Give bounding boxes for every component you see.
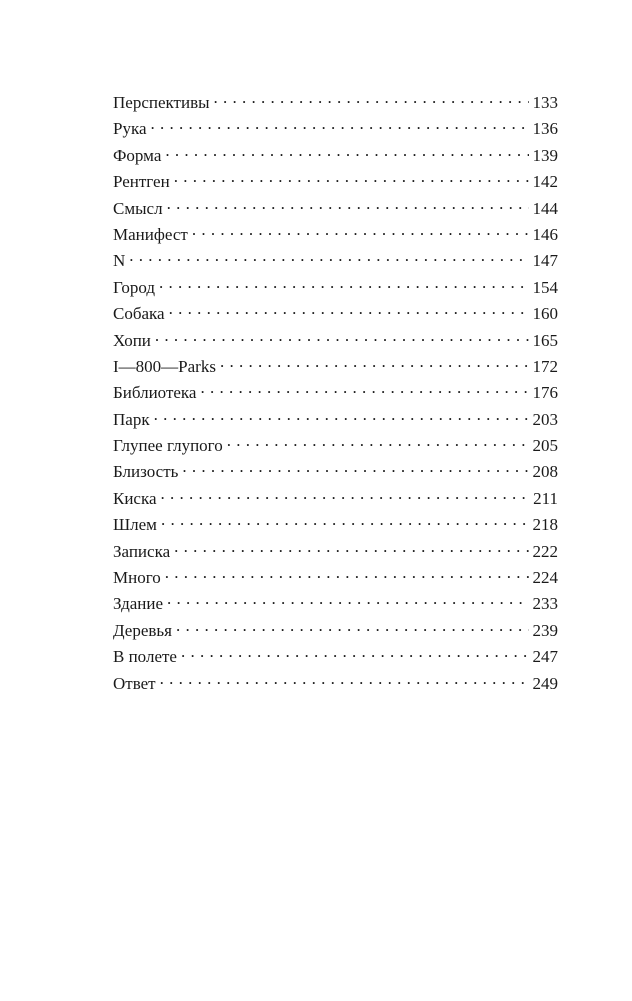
toc-entry-page: 154 <box>532 277 558 297</box>
toc-entry-title: Рука <box>113 119 147 139</box>
toc-entry-page: 165 <box>532 330 558 350</box>
toc-dot-leader <box>129 249 528 266</box>
toc-entry <box>113 672 558 698</box>
toc-entry-page: 233 <box>532 594 558 614</box>
toc-entry-page: 160 <box>532 304 558 324</box>
toc-entry-page: 144 <box>532 198 558 218</box>
toc-entry-title: I—800—Parks <box>113 356 216 376</box>
toc-entry-title: Город <box>113 277 155 297</box>
toc-entry <box>113 355 558 381</box>
toc-entry <box>113 513 558 539</box>
toc-entry-page: 147 <box>532 251 558 271</box>
toc-entry-title: Записка <box>113 541 171 561</box>
toc-dot-leader <box>155 329 529 346</box>
toc-dot-leader <box>167 592 528 609</box>
toc-entry-page: 139 <box>532 145 558 165</box>
toc-entry-page: 133 <box>532 93 558 112</box>
toc-entry-title: Парк <box>113 409 150 429</box>
toc-dot-leader <box>165 144 528 161</box>
toc-dot-leader <box>161 487 530 504</box>
toc-entry-title: Ответ <box>113 673 156 693</box>
toc-dot-leader <box>176 619 529 636</box>
toc-entry-title: Библиотека <box>113 383 197 403</box>
toc-entry <box>113 645 558 671</box>
toc-entry-title: Рентген <box>113 172 170 192</box>
toc-entry <box>113 117 558 143</box>
toc-entry <box>113 566 558 592</box>
toc-entry <box>113 381 558 407</box>
toc-entry <box>113 460 558 486</box>
toc-entry <box>113 223 558 249</box>
toc-entry <box>113 197 558 223</box>
toc-entry-page: 136 <box>532 119 558 139</box>
toc-entry-page: 239 <box>532 620 558 640</box>
toc-entry <box>113 170 558 196</box>
toc-entry-title: Здание <box>113 594 164 614</box>
toc-entry-page: 211 <box>533 488 558 508</box>
toc-dot-leader <box>182 460 528 477</box>
toc-entry-page: 249 <box>532 673 558 693</box>
toc-entry <box>113 540 558 566</box>
table-of-contents <box>113 91 558 698</box>
toc-dot-leader <box>151 117 529 134</box>
toc-entry <box>113 276 558 302</box>
toc-entry-page: 142 <box>532 172 558 192</box>
toc-entry-title: N <box>113 251 126 271</box>
toc-entry <box>113 487 558 513</box>
toc-dot-leader <box>220 355 529 372</box>
toc-entry-title: Много <box>113 568 161 588</box>
toc-entry-title: Перспективы <box>113 93 210 112</box>
toc-dot-leader <box>214 91 529 108</box>
toc-dot-leader <box>154 408 529 425</box>
toc-entry-title: Собака <box>113 304 165 324</box>
toc-entry-page: 205 <box>532 436 558 456</box>
toc-dot-leader <box>161 513 529 530</box>
toc-entry <box>113 329 558 355</box>
toc-dot-leader <box>174 170 529 187</box>
toc-entry-title: В полете <box>113 647 177 667</box>
toc-dot-leader <box>200 381 528 398</box>
toc-dot-leader <box>174 540 528 557</box>
toc-entry-title: Шлем <box>113 515 157 535</box>
toc-entry-title: Форма <box>113 145 162 165</box>
toc-entry <box>113 91 558 117</box>
toc-entry-title: Близость <box>113 462 179 482</box>
toc-dot-leader <box>167 197 529 214</box>
toc-dot-leader <box>227 434 529 451</box>
toc-dot-leader <box>159 276 529 293</box>
toc-entry-page: 146 <box>532 224 558 244</box>
toc-dot-leader <box>192 223 529 240</box>
toc-entry <box>113 619 558 645</box>
toc-entry-page: 176 <box>532 383 558 403</box>
toc-entry <box>113 592 558 618</box>
toc-entry-title: Хопи <box>113 330 151 350</box>
toc-entry <box>113 144 558 170</box>
toc-entry-page: 172 <box>532 356 558 376</box>
toc-dot-leader <box>160 672 529 689</box>
toc-entry <box>113 434 558 460</box>
toc-entry-title: Киска <box>113 488 157 508</box>
toc-entry-page: 218 <box>532 515 558 535</box>
toc-entry <box>113 408 558 434</box>
toc-entry-page: 222 <box>532 541 558 561</box>
toc-entry-title: Манифест <box>113 224 188 244</box>
toc-entry-title: Деревья <box>113 620 172 640</box>
toc-entry-page: 247 <box>532 647 558 667</box>
toc-dot-leader <box>165 566 529 583</box>
toc-entry-title: Глупее глупого <box>113 436 223 456</box>
toc-entry-title: Смысл <box>113 198 163 218</box>
toc-entry <box>113 249 558 275</box>
toc-entry <box>113 302 558 328</box>
toc-dot-leader <box>169 302 529 319</box>
toc-entry-page: 224 <box>532 568 558 588</box>
toc-entry-page: 203 <box>532 409 558 429</box>
toc-dot-leader <box>181 645 529 662</box>
toc-entry-page: 208 <box>532 462 558 482</box>
